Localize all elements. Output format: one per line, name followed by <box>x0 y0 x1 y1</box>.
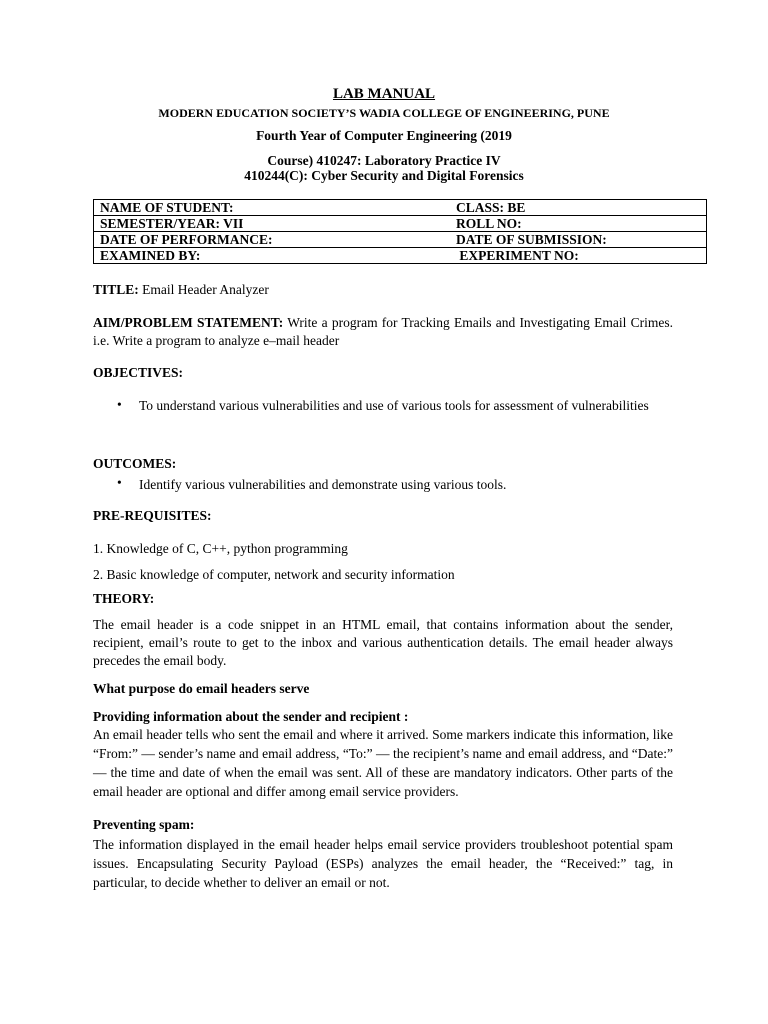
objective-item: To understand various vulnerabilities and use of various tools for assessment of vulnerabilities <box>139 398 649 413</box>
prerequisite-item: 2. Basic knowledge of computer, network and security information <box>93 567 455 582</box>
prerequisite-item: 1. Knowledge of C, C++, python programming <box>93 541 348 556</box>
student-info-table <box>93 199 707 264</box>
table-cell: DATE OF PERFORMANCE: <box>94 232 451 248</box>
subject-line: 410244(C): Cyber Security and Digital Forensics <box>244 168 524 183</box>
table-cell: EXAMINED BY: <box>94 248 451 264</box>
title-line <box>93 281 673 299</box>
bullet-icon: • <box>117 397 122 412</box>
title-text: Email Header Analyzer <box>138 282 269 297</box>
spam-paragraph: The information displayed in the email header helps email service providers troubleshoot potential spam issues. Encapsulating Security Payload (ESPs) analyzes the email header, the “Received:” tag, in particular, to decide whether to deliver an email or not. <box>93 837 673 890</box>
objectives-heading: OBJECTIVES: <box>93 365 184 380</box>
title-label: TITLE: <box>93 282 139 297</box>
table-cell: DATE OF SUBMISSION: <box>450 232 707 248</box>
course-line: Course) 410247: Laboratory Practice IV <box>267 153 501 168</box>
table-cell: SEMESTER/YEAR: VII <box>94 216 451 232</box>
theory-heading: THEORY: <box>93 591 155 606</box>
outcome-item: Identify various vulnerabilities and demonstrate using various tools. <box>139 477 507 492</box>
table-row <box>94 232 707 248</box>
aim-text: Write a program for Tracking Emails and Investigating Email Crimes. i.e. Write a program to analyze e–mail header <box>93 315 673 348</box>
prerequisites-heading: PRE-REQUISITES: <box>93 508 212 523</box>
table-cell: EXPERIMENT NO: <box>450 248 707 264</box>
outcomes-heading: OUTCOMES: <box>93 456 177 471</box>
table-row <box>94 216 707 232</box>
theory-intro: The email header is a code snippet in an HTML email, that contains information about the sender, recipient, email’s route to get to the inbox and various authentication details. The email header always precedes the email body. <box>93 617 673 668</box>
sender-paragraph: An email header tells who sent the email and where it arrived. Some markers indicate this information, like “From:” — sender’s name and email address, “To:” — the recipient’s name and email address, and “Date:” — the time and date of when the email was sent. All of these are mandatory indicators. Other parts of the email header are optional and differ among email service providers. <box>93 727 673 799</box>
table-row <box>94 200 707 216</box>
table-cell: CLASS: BE <box>450 200 707 216</box>
sender-heading: Providing information about the sender and recipient : <box>93 709 409 724</box>
table-cell: ROLL NO: <box>450 216 707 232</box>
bullet-icon: • <box>117 475 122 490</box>
lab-manual-heading: LAB MANUAL <box>332 86 436 102</box>
purpose-heading: What purpose do email headers serve <box>93 681 310 696</box>
table-cell: NAME OF STUDENT: <box>94 200 451 216</box>
aim-label: AIM/PROBLEM STATEMENT: <box>93 315 284 330</box>
year-line: Fourth Year of Computer Engineering (2019 <box>256 128 512 143</box>
college-name: MODERN EDUCATION SOCIETY’S WADIA COLLEGE OF ENGINEERING, PUNE <box>158 106 610 120</box>
spam-heading: Preventing spam: <box>93 817 195 832</box>
aim-paragraph <box>93 314 673 350</box>
table-row <box>94 248 707 264</box>
